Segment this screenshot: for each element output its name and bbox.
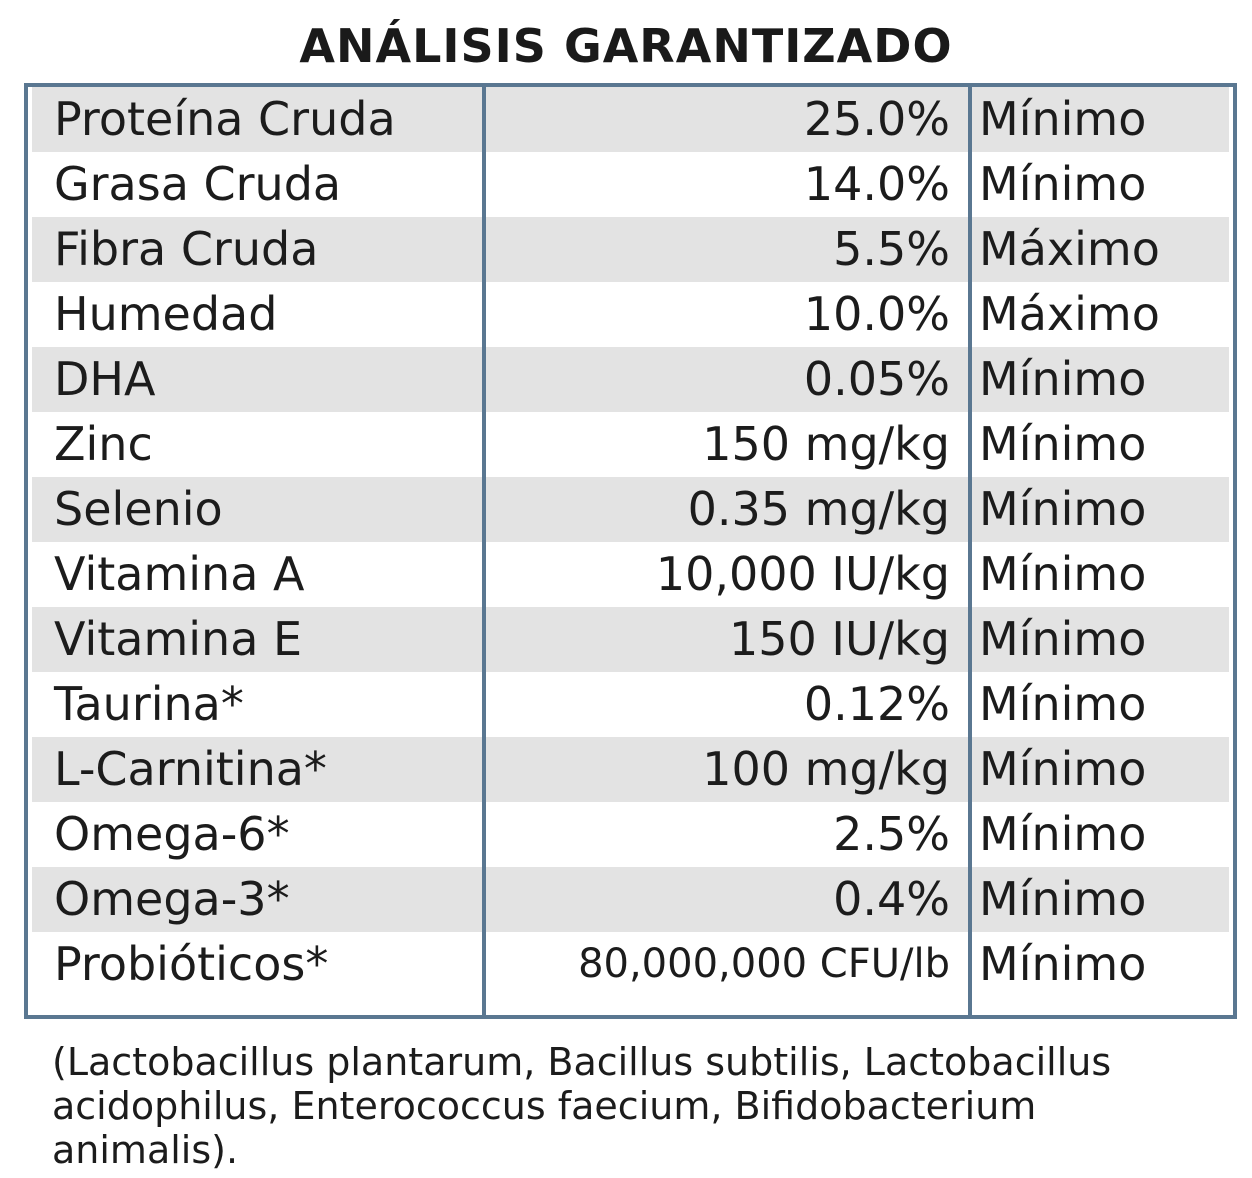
table-row (32, 867, 1229, 932)
nutrient-name: Grasa Cruda (54, 157, 342, 211)
nutrient-qualifier: Mínimo (979, 92, 1147, 146)
nutrient-qualifier: Mínimo (979, 417, 1147, 471)
nutrient-qualifier: Mínimo (979, 612, 1147, 666)
nutrient-qualifier: Mínimo (979, 807, 1147, 861)
guaranteed-analysis-table (24, 83, 1237, 1019)
nutrient-name: DHA (54, 352, 156, 406)
nutrient-name: Vitamina E (54, 612, 303, 666)
nutrient-amount: 10,000 IU/kg (655, 547, 950, 601)
table-row (32, 282, 1229, 347)
nutrient-qualifier: Mínimo (979, 937, 1147, 991)
nutrient-qualifier: Mínimo (979, 157, 1147, 211)
nutrient-amount: 150 mg/kg (702, 417, 950, 471)
nutrient-amount: 0.4% (833, 872, 950, 926)
nutrient-amount: 2.5% (833, 807, 950, 861)
nutrient-qualifier: Máximo (979, 222, 1160, 276)
nutrient-name: Fibra Cruda (54, 222, 319, 276)
nutrient-qualifier: Mínimo (979, 482, 1147, 536)
nutrient-amount: 10.0% (803, 287, 950, 341)
nutrient-name: Vitamina A (54, 547, 305, 601)
nutrient-name: Omega-3* (54, 872, 290, 926)
table-row (32, 672, 1229, 737)
nutrient-name: Probióticos* (54, 937, 329, 991)
nutrient-qualifier: Mínimo (979, 677, 1147, 731)
nutrient-qualifier: Mínimo (979, 742, 1147, 796)
table-row (32, 347, 1229, 412)
nutrient-amount: 14.0% (803, 157, 950, 211)
page-title: ANÁLISIS GARANTIZADO (299, 19, 953, 73)
probiotics-footnote: (Lactobacillus plantarum, Bacillus subtilis, Lactobacillus acidophilus, Enterococcus faecium, Bifidobacterium animalis). (52, 1040, 1112, 1172)
column-divider (482, 87, 486, 1015)
table-row (32, 607, 1229, 672)
nutrient-qualifier: Mínimo (979, 547, 1147, 601)
nutrient-name: Humedad (54, 287, 278, 341)
nutrient-amount: 5.5% (833, 222, 950, 276)
table-row (32, 802, 1229, 867)
nutrient-amount: 25.0% (803, 92, 950, 146)
nutrient-amount: 0.05% (803, 352, 950, 406)
table-row (32, 542, 1229, 607)
column-divider (968, 87, 972, 1015)
nutrient-name: Zinc (54, 417, 153, 471)
table-row (32, 932, 1229, 997)
table-row (32, 152, 1229, 217)
nutrient-amount: 80,000,000 CFU/lb (578, 941, 950, 987)
nutrient-name: Taurina* (54, 677, 244, 731)
nutrient-name: L-Carnitina* (54, 742, 327, 796)
nutrient-name: Selenio (54, 482, 223, 536)
nutrient-name: Proteína Cruda (54, 92, 396, 146)
nutrient-amount: 100 mg/kg (702, 742, 950, 796)
table-row (32, 412, 1229, 477)
nutrient-qualifier: Mínimo (979, 352, 1147, 406)
nutrient-qualifier: Mínimo (979, 872, 1147, 926)
nutrient-qualifier: Máximo (979, 287, 1160, 341)
nutrient-amount: 150 IU/kg (729, 612, 950, 666)
nutrient-amount: 0.35 mg/kg (687, 482, 950, 536)
table-row (32, 87, 1229, 152)
table-row (32, 477, 1229, 542)
table-row (32, 217, 1229, 282)
table-row (32, 737, 1229, 802)
nutrient-amount: 0.12% (803, 677, 950, 731)
nutrient-name: Omega-6* (54, 807, 290, 861)
